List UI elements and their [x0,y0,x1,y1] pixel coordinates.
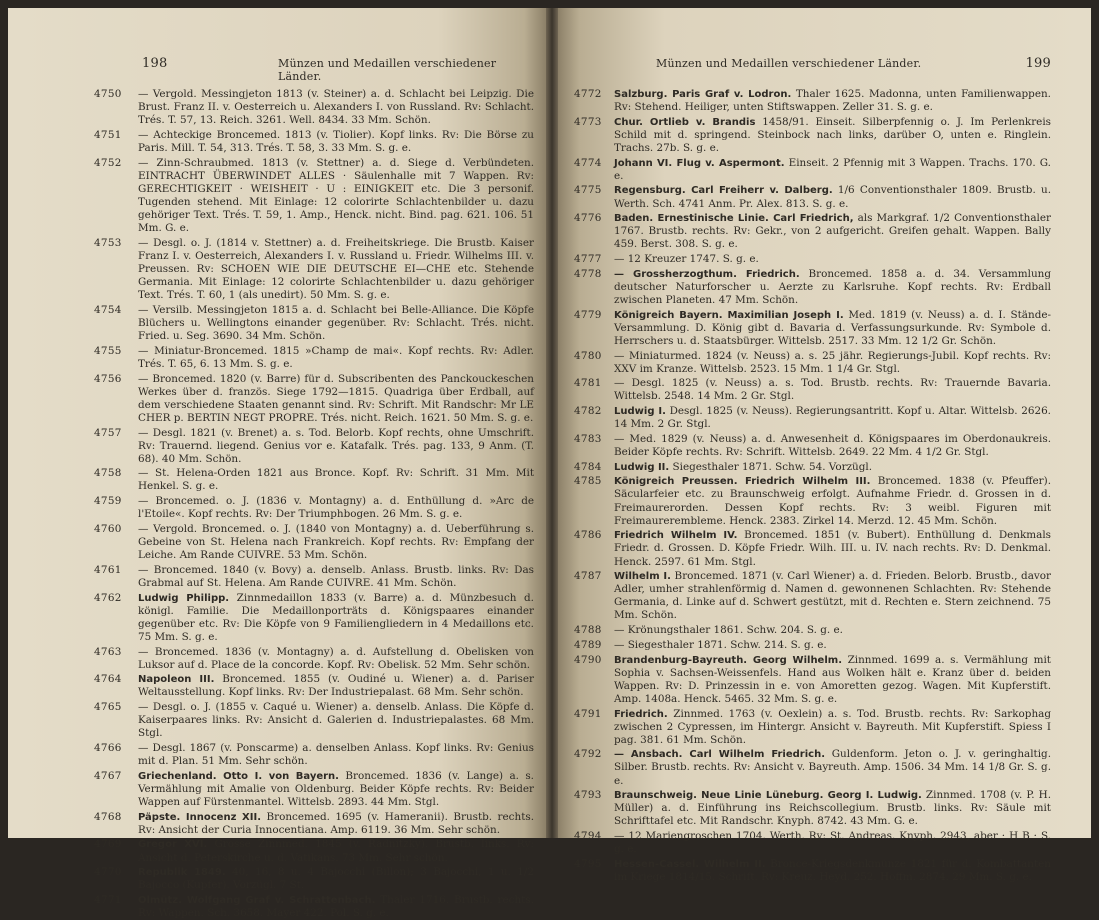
entry-text: — Ansbach. Carl Wilhelm Friedrich. Guldenform. Jeton o. J. v. geringhaltig. Silber. Brustb. rechts. Rv: Ansicht v. Bayreuth. Amp. 1506. 34 Mm. 14 1/8 Gr. S. g. e. [614,748,1051,787]
entry-heading: Ludwig II. [614,461,670,473]
page-number: 198 [142,56,168,71]
entry-text: Ludwig Philipp. Zinnmedaillon 1833 (v. Barre) a. d. Münzbesuch d. königl. Familie. Die Medaillonporträts d. Königspaares einander gegenüber etc. Rv: Die Köpfe von 9 Familiengliedern in 4 Medaillons etc. 75 Mm. S. g. e. [138,591,534,643]
entry-text: — Miniatur-Broncemed. 1815 »Champ de mai«. Kopf rechts. Rv: Adler. Trés. T. 65, 6. 13 Mm. S. g. e. [138,344,534,370]
lot-number: 4763 [94,645,122,658]
lot-number: 4752 [94,156,122,169]
catalog-entry [94,673,534,699]
lot-number: 4789 [574,638,602,651]
entry-text: Hessen-Cassel. Wilhelm II. Bronce-Kriegsdenkmünze 1821 für d. Kombattanten im Kriege 1814/15. Schrift. Rv: Kreuz. Heyd. 252. Hoffm. 2874. 29 Mm. S. g. e. [614,857,1051,883]
entry-heading: Salzburg. Paris Graf v. Lodron. [614,89,792,100]
catalog-entry [94,810,534,837]
entry-heading: Olmütz. Wolfgang Graf v. Schrattenbach. [138,895,376,906]
entry-text: — Krönungsthaler 1861. Schw. 204. S. g. e. [614,624,843,637]
lot-number: 4780 [574,349,602,362]
catalog-entry [574,570,1051,622]
lot-number: 4753 [94,236,122,249]
catalog-entry [94,838,534,864]
entry-heading: Hessen-Cassel. Wilhelm II. [614,858,766,870]
entry-text: Salzburg. Paris Graf v. Lodron. Thaler 1625. Madonna, unten Familienwappen. Rv: Stehend. Heiliger, unten Stiftswappen. Zeller 31. S. g. e. [614,88,1051,114]
page-number: 199 [1025,56,1051,71]
lot-number: 4779 [574,308,602,321]
entry-text: — Grossherzogthum. Friedrich. Broncemed. 1858 a. d. 34. Versammlung deutscher Naturforscher u. Aerzte zu Karlsruhe. Kopf rechts. Rv: Erdball zwischen Planeten. 47 Mm. Schön. [614,267,1051,306]
entry-heading: Baden. Ernestinische Linie. Carl Friedrich, [614,213,854,225]
lot-number: 4769 [94,838,122,851]
right-page-header [574,56,1051,76]
catalog-entry [574,639,1051,652]
entry-text: — Desgl. 1867 (v. Ponscarme) a. denselben Anlass. Kopf links. Rv: Genius mit d. Plan. 51 Mm. Sehr schön. [138,742,534,768]
catalog-entry [94,866,534,892]
entry-text: — Miniaturmed. 1824 (v. Neuss) a. s. 25 jähr. Regierungs-Jubil. Kopf rechts. Rv: XXV im Kranze. Wittelsb. 2523. 15 Mm. 1 1/4 Gr. Stgl. [614,349,1051,375]
catalog-entry [574,654,1051,706]
entry-text: Napoleon III. Broncemed. 1855 (v. Oudiné u. Wiener) a. d. Pariser Weltausstellung. Kopf links. Rv: Der Industriepalast. 68 Mm. Sehr schön. [138,673,534,699]
entry-text: Friedrich Wilhelm IV. Broncemed. 1851 (v. Bubert). Enthüllung d. Denkmals Friedr. d. Grossen. D. Köpfe Friedr. Wilh. III. u. IV. nach rechts. Rv: D. Denkmal. Henck. 2597. 61 Mm. Stgl. [614,529,1051,568]
catalog-entry [94,701,534,740]
catalog-entry [94,372,534,425]
lot-number: 4795 [574,857,602,870]
catalog-entry [94,426,534,466]
entry-text: Johann VI. Flug v. Aspermont. Einseit. 2 Pfennig mit 3 Wappen. Trachs. 170. G. e. [614,156,1051,182]
catalog-entry [574,309,1051,348]
lot-number: 4768 [94,810,122,823]
catalog-entry [574,433,1051,459]
catalog-entry [94,591,534,644]
entry-text: — Broncemed. 1820 (v. Barre) für d. Subscribenten des Panckouckeschen Werkes über d. französ. Siege 1792—1815. Quadriga über Erdball, auf dem verschiedene Staaten genannt sind. Rv: Schrift. Mit Randschr: Mr LE CHER p. BERTIN NEGT PROPRE. Trés. nicht. Reich. 1621. 50 Mm. S. g. e. [138,372,534,424]
entry-text: Baden. Ernestinische Linie. Carl Friedrich, als Markgraf. 1/2 Conventionsthaler 1767. Brustb. rechts. Rv: Gekr., von 2 aufgericht. Greifen gehalt. Wappen. Bally 459. Berst. 308. S. g. e. [614,212,1051,251]
lot-number: 4770 [94,866,122,879]
catalog-entry [94,522,534,562]
catalog-entry [574,529,1051,568]
entry-text: — Vergold. Broncemed. o. J. (1840 von Montagny) a. d. Ueberführung s. Gebeine von St. Helena nach Frankreich. Kopf rechts. Rv: Empfang der Leiche. Am Rande CUIVRE. 53 Mm. Schön. [138,522,534,562]
lot-number: 4767 [94,769,122,782]
entry-heading: Regensburg. Carl Freiherr v. Dalberg. [614,185,833,197]
entry-text: — Vergold. Messingjeton 1813 (v. Steiner) a. d. Schlacht bei Leipzig. Die Brust. Franz II. v. Oesterreich u. Alexanders I. von Russland. Rv: Schlacht. Trés. T. 57, 13. Reich. 3261. Well. 8434. 33 Mm. Schön. [138,88,534,127]
entry-heading: Königreich Bayern. Maximilian Joseph I. [614,309,844,321]
lot-number: 4756 [94,372,122,385]
entry-heading: Braunschweig. Neue Linie Lüneburg. Georg I. Ludwig. [614,790,922,802]
catalog-entry [94,156,534,236]
entry-text: Königreich Preussen. Friedrich Wilhelm III. Broncemed. 1838 (v. Pfeuffer). Säcularfeier etc. zu Braunschweig erfolgt. Aufnahme Friedr. d. Grossen in d. Freimaurerorden. Dessen Kopf rechts. Rv: 3 weibl. Figuren mit Freimaurerembleme. Henck. 2383. Zirkel 14. Merzd. 12. 45 Mm. Schön. [614,475,1051,527]
left-entry-list [94,88,534,920]
entry-text: Wilhelm I. Broncemed. 1871 (v. Carl Wiener) a. d. Frieden. Belorb. Brustb., davor Adler, umher strahlenförmig d. Namen d. gewonnenen Schlachten. Rv: Stehende Germania, d. Linke auf d. Schwert gestützt, mit d. Rechten e. Stern zeichnend. 75 Mm. Schön. [614,570,1051,622]
entry-heading: Gregor XVI. [138,839,208,851]
entry-heading: — Ansbach. Carl Wilhelm Friedrich. [614,749,826,761]
entry-text: — St. Helena-Orden 1821 aus Bronce. Kopf. Rv: Schrift. 31 Mm. Mit Henkel. S. g. e. [138,467,534,493]
entry-text: — 12 Mariengroschen 1704. Werth. Rv: St. Andreas. Knyph. 2943, aber · H B · S. g. e. [614,830,1051,856]
lot-number: 4755 [94,344,122,357]
entry-text: Päpste. Innocenz XII. Broncemed. 1695 (v. Hameranii). Brustb. rechts. Rv: Ansicht der Curia Innocentiana. Amp. 6119. 36 Mm. Sehr schön. [138,810,534,836]
entry-text: — Desgl. o. J. (1814 v. Stettner) a. d. Freiheitskriege. Die Brustb. Kaiser Franz I. v. Oesterreich, Alexanders I. v. Russland u. Friedr. Wilhelms III. v. Preussen. Rv: SCHOEN WIE DIE DEUTSCHE EI—CHE etc. Stehende Germania. Mit Einlage: 12 colorirte Schlachtenbilder u. dazu gehöriger Text. Trés. T. 60, 1 (als unedirt). 50 Mm. S. g. e. [138,236,534,302]
lot-number: 4757 [94,426,122,439]
entry-text: Gregor XVI. Grosse Zinnmed. 1845 (v. Radnitzky). Brustb. links. Rv: Ansicht d. Peterskirche u. d. Vatikans. 73 Mm. Sehr schön. [138,838,534,864]
entry-text: — Broncemed. 1836 (v. Montagny) a. d. Aufstellung d. Obelisken von Luksor auf d. Place de la concorde. Kopf. Rv: Obelisk. 52 Mm. Sehr schön. [138,645,534,671]
catalog-entry [574,253,1051,266]
right-page [558,8,1091,883]
catalog-entry [574,748,1051,787]
right-entry-list [574,88,1051,884]
entry-heading: Friedrich Wilhelm IV. [614,530,738,542]
catalog-entry [574,461,1051,474]
entry-heading: — Grossherzogthum. Friedrich. [614,268,800,280]
entry-heading: Päpste. Innocenz XII. [138,811,261,823]
catalog-entry [94,128,534,155]
running-head: Münzen und Medaillen verschiedener Länder. [656,57,922,70]
entry-text: Olmütz. Wolfgang Graf v. Schrattenbach. Thaler 1716. Brustb. rechts. Rv: Wappen. Sch. 3658. Mayer 422. Pol. S. g. e. [138,894,534,920]
catalog-entry [94,742,534,768]
lot-number: 4765 [94,701,122,714]
lot-number: 4764 [94,673,122,686]
catalog-entry [94,344,534,371]
entry-text: — Desgl. 1825 (v. Neuss) a. s. Tod. Brustb. rechts. Rv: Trauernde Bavaria. Wittelsb. 2548. 14 Mm. 2 Gr. Stgl. [614,377,1051,403]
entry-heading: Republik 1849. [138,867,226,879]
entry-heading: Ludwig Philipp. [138,592,230,604]
entry-heading: Wilhelm I. [614,571,671,583]
entry-heading: Ludwig I. [614,406,666,418]
catalog-entry [574,350,1051,376]
lot-number: 4762 [94,591,122,604]
entry-heading: Brandenburg-Bayreuth. Georg Wilhelm. [614,654,842,666]
catalog-entry [94,563,534,590]
lot-number: 4750 [94,88,122,100]
entry-text: — Versilb. Messingjeton 1815 a. d. Schlacht bei Belle-Alliance. Die Köpfe Blüchers u. Wellingtons einander gegenüber. Rv: Schlacht. Trés. nicht. Fried. u. Seg. 3690. 34 Mm. Schön. [138,303,534,343]
lot-number: 4760 [94,522,122,535]
lot-number: 4759 [94,495,122,508]
lot-number: 4776 [574,212,602,225]
catalog-entry [574,405,1051,431]
entry-heading: Chur. Ortlieb v. Brandis [614,116,756,128]
catalog-entry [574,184,1051,210]
catalog-entry [574,88,1051,114]
catalog-entry [574,830,1051,856]
catalog-entry [574,624,1051,637]
lot-number: 4786 [574,529,602,542]
catalog-entry [574,268,1051,307]
entry-text: — Desgl. o. J. (1855 v. Caqué u. Wiener) a. denselb. Anlass. Die Köpfe d. Kaiserpaares links. Rv: Ansicht d. Galerien d. Industriepalastes. 68 Mm. Stgl. [138,701,534,740]
lot-number: 4761 [94,563,122,576]
left-page [8,8,546,920]
entry-text: Ludwig I. Desgl. 1825 (v. Neuss). Regierungsantritt. Kopf u. Altar. Wittelsb. 2626. 14 Mm. 2 Gr. Stgl. [614,405,1051,431]
entry-heading: Napoleon III. [138,674,215,686]
lot-number: 4791 [574,707,602,720]
entry-text: Königreich Bayern. Maximilian Joseph I. Med. 1819 (v. Neuss) a. d. I. Stände-Versammlung. D. König gibt d. Bavaria d. Verfassungsurkunde. Rv: Symbole d. Herrschers u. d. Staatsbürger. Wittelsb. 2517. 33 Mm. 12 1/2 Gr. Schön. [614,308,1052,347]
catalog-entry [94,467,534,493]
catalog-entry [94,236,534,302]
catalog-entry [574,475,1051,527]
catalog-entry [574,116,1051,155]
lot-number: 4772 [574,88,602,100]
lot-number: 4775 [574,184,602,197]
entry-heading: Friedrich. [614,708,668,720]
catalog-entry [94,88,534,127]
left-page-header [138,56,534,83]
lot-number: 4766 [94,742,122,754]
catalog-entry [574,708,1051,747]
entry-text: — 12 Kreuzer 1747. S. g. e. [614,253,759,266]
catalog-entry [574,212,1051,251]
lot-number: 4751 [94,128,122,141]
book-spread [8,8,1091,920]
lot-number: 4794 [574,830,602,843]
catalog-entry [574,789,1051,828]
catalog-entry [574,377,1051,403]
lot-number: 4792 [574,748,602,761]
entry-text: Friedrich. Zinnmed. 1763 (v. Oexlein) a. s. Tod. Brustb. rechts. Rv: Sarkophag zwischen 2 Cypressen, im Hintergr. Ansicht v. Bayreuth. Mit Kupferstift. Spiess I pag. 381. 61 Mm. Schön. [614,707,1051,746]
entry-text: — Broncemed. o. J. (1836 v. Montagny) a. d. Enthüllung d. »Arc de l'Etoile«. Kopf rechts. Rv: Der Triumphbogen. 26 Mm. S. g. e. [138,495,534,521]
lot-number: 4771 [94,894,122,906]
entry-text: — Broncemed. 1840 (v. Bovy) a. denselb. Anlass. Brustb. links. Rv: Das Grabmal auf St. Helena. Am Rande CUIVRE. 41 Mm. Schön. [138,563,534,589]
lot-number: 4781 [574,377,602,390]
lot-number: 4782 [574,405,602,418]
catalog-entry [94,769,534,809]
lot-number: 4787 [574,570,602,583]
catalog-entry [94,894,534,920]
lot-number: 4785 [574,475,602,488]
lot-number: 4758 [94,467,122,480]
catalog-entry [574,858,1051,884]
entry-text: Brandenburg-Bayreuth. Georg Wilhelm. Zinnmed. 1699 a. s. Vermählung mit Sophia v. Sachsen-Weissenfels. Hand aus Wolken hält e. Kranz über d. beiden Wappen. Rv: D. Prinzessin in e. von Amoretten gezog. Wagen. Mit Kupferstift. Amp. 1408a. Henck. 5465. 32 Mm. S. g. e. [614,653,1051,705]
lot-number: 4784 [574,460,602,473]
entry-text: Griechenland. Otto I. von Bayern. Broncemed. 1836 (v. Lange) a. s. Vermählung mit Amalie von Oldenburg. Beider Köpfe rechts. Rv: Beider Wappen auf Fürstenmantel. Wittelsb. 2893. 44 Mm. Stgl. [138,769,534,808]
lot-number: 4790 [574,653,602,666]
lot-number: 4777 [574,253,602,266]
catalog-entry [574,157,1051,183]
entry-text: Regensburg. Carl Freiherr v. Dalberg. 1/6 Conventionsthaler 1809. Brustb. u. Werth. Sch. 4741 Anm. Pr. Alex. 813. S. g. e. [614,184,1051,210]
entry-text: Chur. Ortlieb v. Brandis 1458/91. Einseit. Silberpfennig o. J. Im Perlenkreis Schild mit d. springend. Steinbock nach links, darüber O, unten e. Ringlein. Trachs. 27b. S. g. e. [614,115,1051,154]
entry-text: — Achteckige Broncemed. 1813 (v. Tiolier). Kopf links. Rv: Die Börse zu Paris. Mill. T. 54, 313. Trés. T. 58, 3. 33 Mm. S. g. e. [138,128,534,154]
entry-heading: Königreich Preussen. Friedrich Wilhelm III. [614,476,871,488]
entry-text: — Med. 1829 (v. Neuss) a. d. Anwesenheit d. Königspaares im Oberdonaukreis. Beider Köpfe rechts. Rv: Schrift. Wittelsb. 2649. 22 Mm. 4 1/2 Gr. Stgl. [614,432,1051,458]
lot-number: 4774 [574,156,602,169]
entry-text: Ludwig II. Siegesthaler 1871. Schw. 54. Vorzügl. [614,460,873,473]
running-head: Münzen und Medaillen verschiedener Länder. [278,57,497,83]
lot-number: 4783 [574,432,602,445]
catalog-entry [94,645,534,672]
entry-text: Braunschweig. Neue Linie Lüneburg. Georg I. Ludwig. Zinnmed. 1708 (v. P. H. Müller) a. d. Einführung ins Reichscollegium. Brustb. links. Rv: Säule mit Schrifttafel etc. Mit Randschr. Knyph. 8742. 43 Mm. G. e. [614,789,1051,828]
entry-text: Republik 1849. 40, 16, 8 u. 4 Bajocchi (Billon); 3 Bajocchi, 1 u. 1/2 Bajocco (Kupfer). Vorzügl. 7 St. [138,866,534,892]
entry-text: — Desgl. 1821 (v. Brenet) a. s. Tod. Belorb. Kopf rechts, ohne Umschrift. Rv: Trauernd. liegend. Genius vor e. Katafalk. Trés. pag. 133, 9 Anm. (T. 68). 40 Mm. Schön. [138,426,534,465]
book-gutter [546,8,558,838]
lot-number: 4754 [94,303,122,316]
lot-number: 4773 [574,115,602,128]
lot-number: 4778 [574,267,602,280]
entry-heading: Griechenland. Otto I. von Bayern. [138,770,339,782]
catalog-entry [94,495,534,521]
entry-heading: Johann VI. Flug v. Aspermont. [614,157,785,169]
entry-text: — Siegesthaler 1871. Schw. 214. S. g. e. [614,638,827,651]
catalog-entry [94,303,534,343]
entry-text: — Zinn-Schraubmed. 1813 (v. Stettner) a. d. Siege d. Verbündeten. EINTRACHT ÜBERWINDET ALLES · Säulenhalle mit 7 Wappen. Rv: GERECHTIGKEIT · WEISHEIT · U : EINIGKEIT etc. Die 3 personif. Tugenden stehend. Mit Einlage: 12 colorirte Schlachtenbilder u. dazu gehöriger Text. Trés. T. 59, 1. Amp., Henck. nicht. Bind. pag. 621. 106. 51 Mm. G. e. [138,156,534,235]
lot-number: 4788 [574,624,602,637]
lot-number: 4793 [574,789,602,802]
